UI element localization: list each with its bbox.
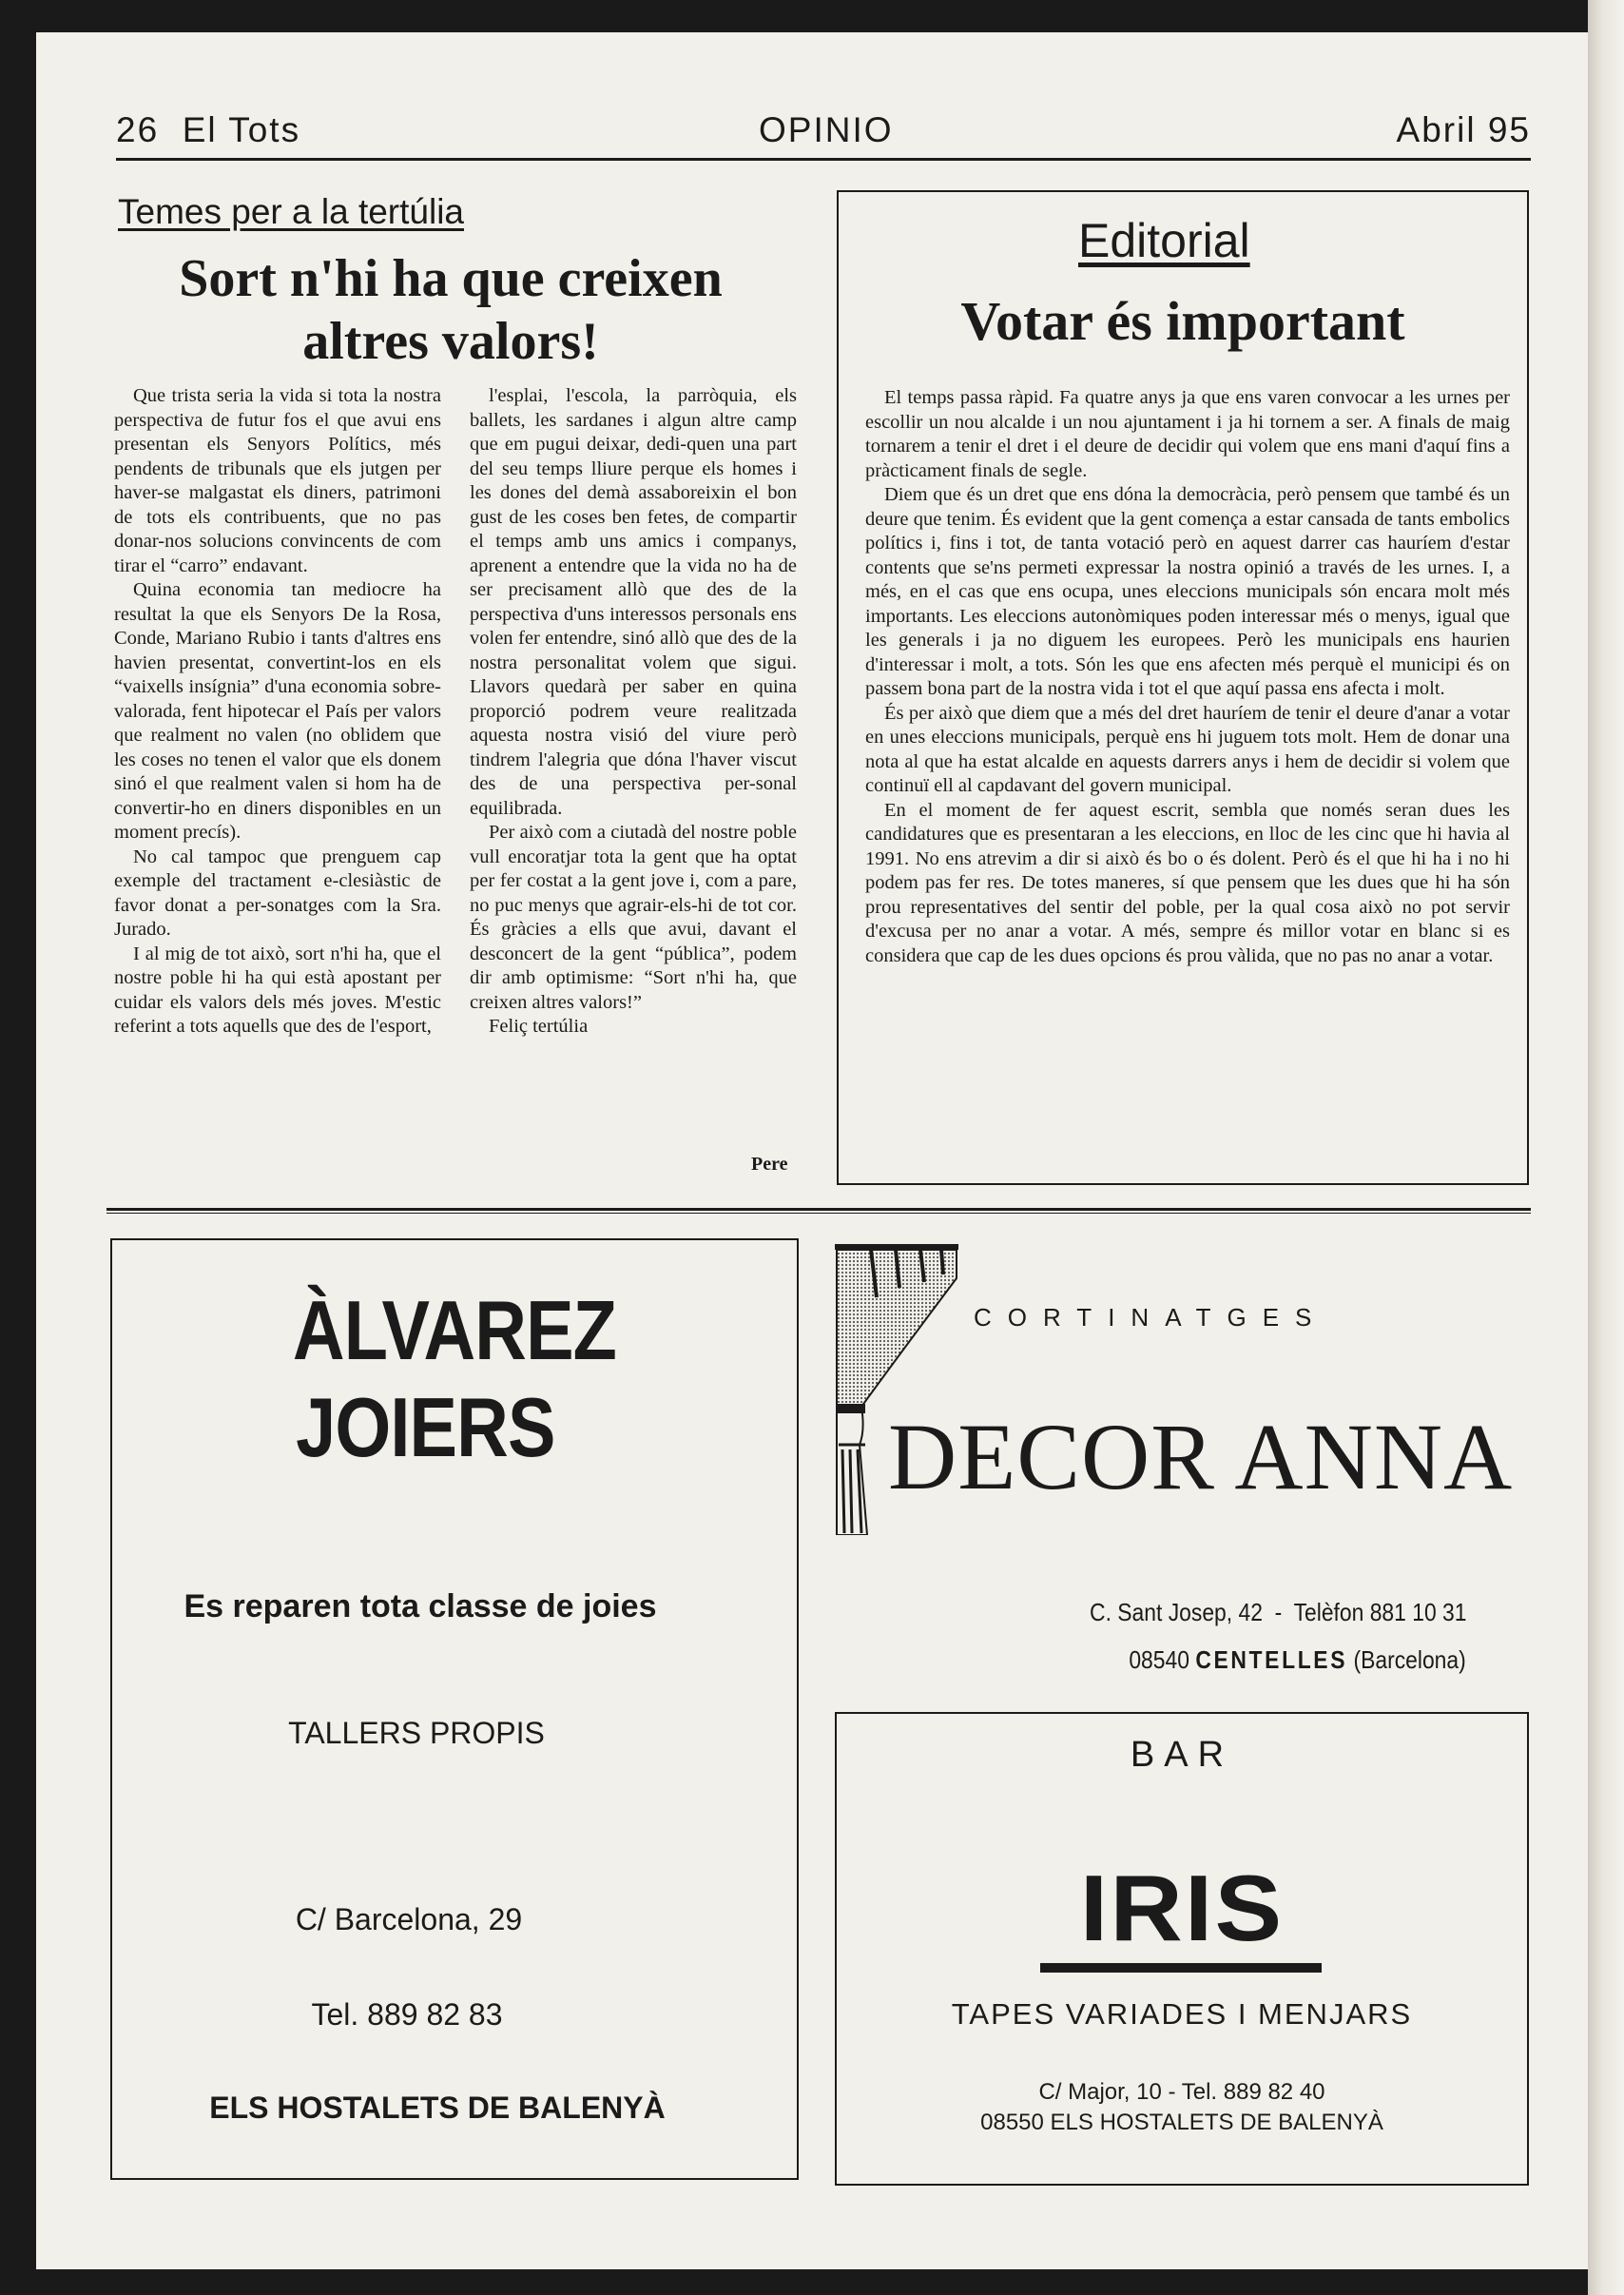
ad-brand-line: ÀLVAREZ — [292, 1283, 617, 1377]
article-paragraph: Per això com a ciutadà del nostre poble vull encoratjar tota la gent que ha optat per fer costat a la gent jove i, com a pare, no puc menys que agrair-els-hi de tot cor. És gràcies a ells que avui, davant el desconcert de la gent “pública”, podem dir amb optimisme: “Sort n'hi ha, que creixen altres valors!” — [470, 822, 797, 1013]
page-edge — [1588, 0, 1624, 2295]
article-kicker: Temes per a la tertúlia — [118, 192, 465, 231]
article-paragraph: I al mig de tot això, sort n'hi ha, que el nostre poble hi ha qui està apostant per cuidar els valors dels més joves. M'estic referint a tots aquells que des de l'esport, — [114, 943, 441, 1037]
page-header — [116, 110, 1531, 161]
article-headline: Sort n'hi ha que creixen altres valors! — [179, 249, 723, 372]
editorial-paragraph: És per això que diem que a més del dret hauríem de tenir el deure d'anar a votar en unes eleccions municipals, perquè ens hi juguem tots molt. Hem de donar una nota al que ha estat alcalde en aquests darrers anys i hem de decidir si volem que continuï ell al capdavant del govern municipal. — [865, 702, 1510, 796]
ad-type: BAR — [1130, 1735, 1234, 1775]
ad-workshop: TALLERS PROPIS — [288, 1716, 545, 1750]
ad-region: (Barcelona) — [1353, 1645, 1466, 1674]
issue-date: Abril 95 — [1396, 110, 1531, 149]
ad-slogan: Es reparen tota classe de joies — [184, 1588, 657, 1624]
editorial-paragraph: Diem que és un dret que ens dóna la democràcia, però pensem que també és un deure que tenim. És evident que la gent comença a estar cansada de tants embolics polítics i, fins i tot, de tanta votació però en aquest darrer cas hauríem d'estar contents que se'ns permeti expressar la nostra opinió a través de les urnes. I, a més, en el cas que ens ocupa, unes eleccions municipals són encara molt més importants. Les eleccions autonòmiques poden interessar més o menys, igual que les generals i ja no diguem les europees. Però les municipals ens haurien d'interessar i molt, a tots. Són les que ens afecten més perquè el municipi és on passem bona part de la nostra vida i tot el que aquí passa ens afecta i molt. — [865, 484, 1510, 699]
ad-town: 08550 ELS HOSTALETS DE BALENYÀ — [980, 2110, 1383, 2135]
article-paragraph: Quina economia tan mediocre ha resultat la que els Senyors De la Rosa, Conde, Mariano Rubio i tants d'altres ens havien presentat, convertint-los en els “vaixells insígnia” d'una economia sobre-valorada, fent hipotecar el País per valors que realment no valen (no oblidem que les coses no tenen el valor que els donem sinó el que realment valen si hom ha de convertir-ho en diners disponibles en un moment precís). — [114, 579, 441, 843]
ad-bar-iris — [835, 1712, 1529, 2186]
ad-postcode: 08540 — [1129, 1645, 1190, 1674]
ad-brand — [160, 1282, 748, 1476]
article-paragraph: l'esplai, l'escola, la parròquia, els ballets, les sardanes i algun altre camp que em pugui deixar, dedi-quen una part del seu temps lliure perque els homes i les dones del demà assaboreixin el bon gust de les coses ben fetes, de compartir el temps amb uns amics i companys, aprenent a entendre que la vida no ha de ser precisament allò que des de la perspectiva d'uns interessos personals ens volen fer entendre, sinó allò que des de la nostra personalitat volem que sigui. Llavors quedarà per saber en quina proporció podrem veure realitzada aquesta nostra visió del viure però tindrem l'alegria que dóna l'haver viscut des de una perspectiva per-sonal equilibrada. — [470, 385, 797, 819]
ad-brand: IRIS — [1079, 1856, 1285, 1960]
page-number-and-title: 26 El Tots — [116, 110, 301, 149]
logo-underline — [1040, 1963, 1322, 1973]
editorial-text — [865, 386, 1510, 968]
section-divider — [106, 1208, 1531, 1214]
ad-address: C. Sant Josep, 42 - Telèfon 881 10 31 — [1089, 1598, 1466, 1626]
ad-address: C/ Major, 10 - Tel. 889 82 40 — [1038, 2079, 1325, 2105]
ad-decor-anna — [833, 1240, 1537, 1678]
editorial-paragraph: El temps passa ràpid. Fa quatre anys ja que ens varen convocar a les urnes per escollir un nou alcalde i un nou ajuntament i ja hi tornem a ser. A finals de maig tornarem a tenir el dret i el deure de decidir qui volem que ens mani d'aquí fins a pràcticament finals de segle. — [865, 387, 1510, 481]
editorial-title: Votar és important — [960, 290, 1405, 352]
editorial-paragraph: En el moment de fer aquest escrit, sembla que només seran dues les candidatures que es presentaran a les eleccions, en lloc de les cinc que hi havia al 1991. No ens atrevim a dir si això és bo o és dolent. Però és el que hi ha i no hi podem pas fer res. De totes maneres, sí que pensem que les dues que hi ha són prou representatives del sentir del poble, per la qual cosa això no pot servir d'excusa per no anar a votar. A més, sempre és millor votar en blanc si es considera que cap de les dues opcions és prou vàlida, que no pas no anar a votar. — [865, 799, 1510, 966]
article-paragraph: No cal tampoc que prenguem cap exemple del tractament e-clesiàstic de favor donat a per-sonatges com la Sra. Jurado. — [114, 846, 441, 940]
ad-tagline: TAPES VARIADES I MENJARS — [951, 1997, 1413, 2031]
ad-town: CENTELLES — [1195, 1645, 1348, 1674]
article-column-2 — [470, 384, 797, 1040]
article-paragraph: Que trista seria la vida si tota la nostra perspectiva de futur fos el que avui ens presentan els Senyors Polítics, més pendents de tribunals que els jutgen per haver-se malgastat els diners, patrimoni de tots els contribuents, que no pas donar-nos solucions convincents de com tirar el “carro” endavant. — [114, 385, 441, 576]
editorial-label: Editorial — [1078, 214, 1250, 267]
article-paragraph: Feliç tertúlia — [489, 1016, 589, 1037]
ad-town-line — [1130, 1645, 1466, 1675]
article-signature: Pere — [751, 1154, 788, 1175]
ad-brand-line: JOIERS — [296, 1380, 555, 1474]
ad-phone: Tel. 889 82 83 — [311, 1997, 503, 2032]
section-name: OPINIO — [759, 110, 894, 149]
article-column-1 — [114, 384, 441, 1040]
ad-address: C/ Barcelona, 29 — [295, 1902, 523, 1936]
ad-town: ELS HOSTALETS DE BALENYÀ — [209, 2091, 666, 2125]
ad-alvarez-joiers — [110, 1238, 799, 2180]
ad-brand: DECOR ANNA — [888, 1404, 1514, 1509]
ad-tagline: CORTINATGES — [974, 1303, 1328, 1332]
